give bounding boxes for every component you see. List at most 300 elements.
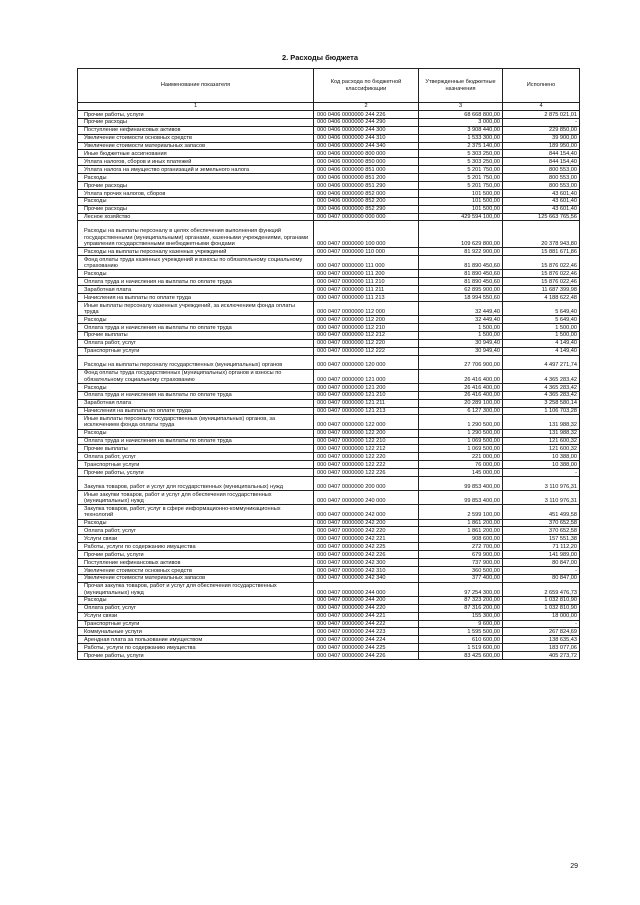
- row-name: Иные закупки товаров, работ и услуг для обеспечения государственных (муниципальных) нужд: [78, 491, 314, 505]
- table-row: [78, 111, 580, 119]
- row-name: Расходы: [78, 383, 314, 391]
- table-row: [78, 461, 580, 469]
- row-executed: 1 500,00: [503, 331, 580, 339]
- row-approved: 1 861 200,00: [419, 519, 503, 527]
- row-executed: 71 112,20: [503, 543, 580, 551]
- row-approved: 81 890 450,60: [419, 256, 503, 270]
- row-approved: 5 201 750,00: [419, 182, 503, 190]
- row-name: Коммунальные услуги: [78, 628, 314, 636]
- row-code: 000 0406 0000000 852 000: [314, 189, 419, 197]
- row-approved: 81 922 900,00: [419, 248, 503, 256]
- table-row: [78, 391, 580, 399]
- row-name: Прочие работы, услуги: [78, 111, 314, 119]
- row-approved: 1 500,00: [419, 331, 503, 339]
- row-code: 000 0407 0000000 244 223: [314, 628, 419, 636]
- row-executed: 800 553,00: [503, 174, 580, 182]
- row-executed: 451 499,58: [503, 505, 580, 519]
- row-executed: 121 600,32: [503, 437, 580, 445]
- row-approved: 1 519 600,00: [419, 644, 503, 652]
- row-name: Расходы на выплаты персоналу государственных (муниципальных) органов: [78, 355, 314, 369]
- header-expense-code: Код расхода по бюджетной классификации: [314, 69, 419, 103]
- row-code: 000 0407 0000000 120 000: [314, 355, 419, 369]
- row-executed: -: [503, 469, 580, 477]
- table-row: [78, 213, 580, 221]
- table-row: [78, 134, 580, 142]
- row-executed: 4 365 283,42: [503, 391, 580, 399]
- expenditure-table: [77, 68, 580, 660]
- row-approved: 1 290 500,00: [419, 415, 503, 429]
- row-approved: 6 127 300,00: [419, 407, 503, 415]
- row-name: Заработная плата: [78, 286, 314, 294]
- row-name: Транспортные услуги: [78, 620, 314, 628]
- row-code: 000 0407 0000000 112 212: [314, 331, 419, 339]
- row-name: Прочие выплаты: [78, 445, 314, 453]
- row-name: Увеличение стоимости основных средств: [78, 134, 314, 142]
- table-row: [78, 566, 580, 574]
- row-name: Уплата налогов, сборов и иных платежей: [78, 158, 314, 166]
- table-row: [78, 197, 580, 205]
- table-row: [78, 248, 580, 256]
- row-executed: 43 601,40: [503, 205, 580, 213]
- row-executed: 1 032 810,90: [503, 596, 580, 604]
- row-name: Транспортные услуги: [78, 461, 314, 469]
- row-executed: 125 663 765,56: [503, 213, 580, 221]
- row-code: 000 0407 0000000 110 000: [314, 248, 419, 256]
- row-approved: 97 254 300,00: [419, 582, 503, 596]
- row-executed: 4 365 283,42: [503, 369, 580, 383]
- row-name: Поступление нефинансовых активов: [78, 126, 314, 134]
- row-name: Оплата работ, услуг: [78, 604, 314, 612]
- row-approved: 5 201 750,00: [419, 166, 503, 174]
- table-row: [78, 150, 580, 158]
- row-executed: 138 635,43: [503, 636, 580, 644]
- row-code: 000 0406 0000000 852 290: [314, 205, 419, 213]
- row-code: 000 0407 0000000 244 000: [314, 582, 419, 596]
- row-name: Фонд оплаты труда государственных (муниципальных) органов и взносы по обязательному социальному страхованию: [78, 369, 314, 383]
- row-name: Увеличение стоимости основных средств: [78, 566, 314, 574]
- row-name: Расходы на выплаты персоналу казенных учреждений: [78, 248, 314, 256]
- table-row: [78, 331, 580, 339]
- table-row: [78, 158, 580, 166]
- row-name: Уплата налога на имущество организаций и земельного налога: [78, 166, 314, 174]
- table-row: [78, 437, 580, 445]
- row-executed: -: [503, 620, 580, 628]
- row-name: Услуги связи: [78, 612, 314, 620]
- row-executed: 405 273,72: [503, 652, 580, 660]
- row-executed: 131 988,32: [503, 429, 580, 437]
- table-row: [78, 469, 580, 477]
- row-code: 000 0407 0000000 122 226: [314, 469, 419, 477]
- row-approved: 1 533 300,00: [419, 134, 503, 142]
- table-row: [78, 620, 580, 628]
- row-name: Закупка товаров, работ и услуг для государственных (муниципальных) нужд: [78, 477, 314, 491]
- row-approved: 3 000,00: [419, 118, 503, 126]
- row-executed: 229 850,00: [503, 126, 580, 134]
- row-name: Заработная плата: [78, 399, 314, 407]
- row-code: 000 0406 0000000 850 000: [314, 158, 419, 166]
- row-code: 000 0406 0000000 852 200: [314, 197, 419, 205]
- row-name: Закупка товаров, работ, услуг в сфере информационно-коммуникационных технологий: [78, 505, 314, 519]
- row-executed: -: [503, 566, 580, 574]
- row-code: 000 0407 0000000 242 200: [314, 519, 419, 527]
- row-code: 000 0407 0000000 111 211: [314, 286, 419, 294]
- row-code: 000 0407 0000000 000 000: [314, 213, 419, 221]
- table-row: [78, 453, 580, 461]
- row-code: 000 0407 0000000 111 210: [314, 278, 419, 286]
- table-row: [78, 182, 580, 190]
- row-code: 000 0407 0000000 122 220: [314, 453, 419, 461]
- column-number-row: [78, 103, 580, 111]
- row-executed: 80 847,00: [503, 574, 580, 582]
- table-row: [78, 369, 580, 383]
- row-code: 000 0407 0000000 244 225: [314, 644, 419, 652]
- row-name: Расходы: [78, 596, 314, 604]
- row-name: Оплата труда и начисления на выплаты по оплате труда: [78, 437, 314, 445]
- row-executed: 39 900,00: [503, 134, 580, 142]
- row-approved: 101 500,00: [419, 197, 503, 205]
- row-approved: 99 853 400,00: [419, 477, 503, 491]
- row-code: 000 0407 0000000 112 222: [314, 347, 419, 355]
- row-executed: 1 032 810,90: [503, 604, 580, 612]
- row-name: Увеличение стоимости материальных запасов: [78, 142, 314, 150]
- table-row: [78, 316, 580, 324]
- table-row: [78, 256, 580, 270]
- table-row: [78, 551, 580, 559]
- row-code: 000 0407 0000000 122 222: [314, 461, 419, 469]
- row-name: Начисления на выплаты по оплате труда: [78, 407, 314, 415]
- row-approved: 1 861 200,00: [419, 527, 503, 535]
- table-row: [78, 323, 580, 331]
- row-code: 000 0406 0000000 851 000: [314, 166, 419, 174]
- table-body: [78, 111, 580, 660]
- row-approved: 30 949,40: [419, 339, 503, 347]
- table-row: [78, 301, 580, 315]
- row-code: 000 0407 0000000 240 000: [314, 491, 419, 505]
- row-approved: 68 668 800,00: [419, 111, 503, 119]
- row-executed: 43 601,40: [503, 197, 580, 205]
- row-name: Поступление нефинансовых активов: [78, 559, 314, 567]
- table-row: [78, 286, 580, 294]
- row-name: Иные выплаты персоналу казенных учреждений, за исключением фонда оплаты труда: [78, 301, 314, 315]
- row-executed: 5 649,40: [503, 316, 580, 324]
- row-executed: 11 687 399,98: [503, 286, 580, 294]
- column-number: 2: [314, 103, 419, 111]
- row-name: Прочая закупка товаров, работ и услуг для обеспечения государственных (муниципальных) нужд: [78, 582, 314, 596]
- row-executed: 18 000,00: [503, 612, 580, 620]
- row-approved: 145 000,00: [419, 469, 503, 477]
- row-name: Оплата труда и начисления на выплаты по оплате труда: [78, 391, 314, 399]
- table-row: [78, 142, 580, 150]
- table-row: [78, 652, 580, 660]
- row-name: Прочие работы, услуги: [78, 469, 314, 477]
- row-executed: 10 388,00: [503, 461, 580, 469]
- row-approved: 30 949,40: [419, 347, 503, 355]
- row-executed: 10 388,00: [503, 453, 580, 461]
- row-approved: 27 706 900,00: [419, 355, 503, 369]
- table-row: [78, 166, 580, 174]
- row-approved: 99 853 400,00: [419, 491, 503, 505]
- row-executed: 1 106 703,28: [503, 407, 580, 415]
- table-row: [78, 535, 580, 543]
- row-code: 000 0407 0000000 111 200: [314, 270, 419, 278]
- row-executed: 183 077,06: [503, 644, 580, 652]
- row-code: 000 0407 0000000 244 226: [314, 652, 419, 660]
- row-executed: 4 188 622,48: [503, 294, 580, 302]
- row-code: 000 0406 0000000 244 300: [314, 126, 419, 134]
- row-name: Оплата работ, услуг: [78, 453, 314, 461]
- row-approved: 1 595 500,00: [419, 628, 503, 636]
- row-name: Уплата прочих налогов, сборов: [78, 189, 314, 197]
- table-row: [78, 644, 580, 652]
- row-code: 000 0407 0000000 242 000: [314, 505, 419, 519]
- row-approved: 2 375 140,00: [419, 142, 503, 150]
- row-executed: 141 989,00: [503, 551, 580, 559]
- row-approved: 360 500,00: [419, 566, 503, 574]
- row-approved: 1 290 500,00: [419, 429, 503, 437]
- table-row: [78, 205, 580, 213]
- row-approved: 81 890 450,60: [419, 270, 503, 278]
- row-code: 000 0407 0000000 121 000: [314, 369, 419, 383]
- table-row: [78, 628, 580, 636]
- table-row: [78, 355, 580, 369]
- row-name: Расходы: [78, 429, 314, 437]
- row-approved: 221 000,00: [419, 453, 503, 461]
- row-code: 000 0407 0000000 121 213: [314, 407, 419, 415]
- table-row: [78, 118, 580, 126]
- row-code: 000 0407 0000000 244 222: [314, 620, 419, 628]
- row-code: 000 0407 0000000 244 220: [314, 604, 419, 612]
- row-code: 000 0407 0000000 112 200: [314, 316, 419, 324]
- row-code: 000 0407 0000000 121 210: [314, 391, 419, 399]
- row-approved: 377 400,00: [419, 574, 503, 582]
- row-code: 000 0406 0000000 800 000: [314, 150, 419, 158]
- row-approved: 5 303 250,00: [419, 150, 503, 158]
- row-approved: 155 300,00: [419, 612, 503, 620]
- row-name: Фонд оплаты труда казенных учреждений и взносы по обязательному социальному страхованию: [78, 256, 314, 270]
- table-row: [78, 596, 580, 604]
- row-approved: 9 600,00: [419, 620, 503, 628]
- row-code: 000 0407 0000000 242 225: [314, 543, 419, 551]
- table-row: [78, 399, 580, 407]
- row-executed: 80 847,00: [503, 559, 580, 567]
- row-approved: 26 416 400,00: [419, 383, 503, 391]
- row-code: 000 0407 0000000 112 210: [314, 323, 419, 331]
- row-executed: 4 149,40: [503, 347, 580, 355]
- row-code: 000 0406 0000000 851 290: [314, 182, 419, 190]
- table-row: [78, 347, 580, 355]
- column-number: 3: [419, 103, 503, 111]
- row-name: Оплата работ, услуг: [78, 339, 314, 347]
- row-approved: 737 900,00: [419, 559, 503, 567]
- row-approved: 429 594 100,00: [419, 213, 503, 221]
- row-code: 000 0407 0000000 200 000: [314, 477, 419, 491]
- row-approved: 32 449,40: [419, 316, 503, 324]
- row-code: 000 0407 0000000 244 200: [314, 596, 419, 604]
- row-executed: 15 876 022,46: [503, 270, 580, 278]
- row-name: Расходы: [78, 316, 314, 324]
- table-row: [78, 612, 580, 620]
- row-approved: 62 895 900,00: [419, 286, 503, 294]
- row-executed: 267 824,69: [503, 628, 580, 636]
- row-approved: 101 500,00: [419, 189, 503, 197]
- row-executed: 3 110 976,31: [503, 477, 580, 491]
- table-row: [78, 519, 580, 527]
- row-approved: 610 600,00: [419, 636, 503, 644]
- table-row: [78, 407, 580, 415]
- row-executed: 20 378 943,80: [503, 221, 580, 248]
- row-code: 000 0406 0000000 851 200: [314, 174, 419, 182]
- row-name: Прочие работы, услуги: [78, 652, 314, 660]
- row-name: Прочие расходы: [78, 118, 314, 126]
- row-code: 000 0407 0000000 111 000: [314, 256, 419, 270]
- row-code: 000 0407 0000000 242 340: [314, 574, 419, 582]
- row-code: 000 0406 0000000 244 310: [314, 134, 419, 142]
- table-row: [78, 270, 580, 278]
- row-approved: 1 069 500,00: [419, 437, 503, 445]
- row-name: Иные бюджетные ассигнования: [78, 150, 314, 158]
- row-approved: 32 449,40: [419, 301, 503, 315]
- table-row: [78, 543, 580, 551]
- row-approved: 76 000,00: [419, 461, 503, 469]
- row-code: 000 0407 0000000 242 300: [314, 559, 419, 567]
- table-row: [78, 415, 580, 429]
- row-name: Расходы: [78, 174, 314, 182]
- row-code: 000 0407 0000000 244 221: [314, 612, 419, 620]
- row-code: 000 0406 0000000 244 340: [314, 142, 419, 150]
- row-approved: 3 908 440,00: [419, 126, 503, 134]
- table-row: [78, 278, 580, 286]
- table-row: [78, 582, 580, 596]
- row-approved: 81 890 450,60: [419, 278, 503, 286]
- table-row: [78, 189, 580, 197]
- row-approved: 26 416 400,00: [419, 369, 503, 383]
- row-executed: 5 649,40: [503, 301, 580, 315]
- row-executed: 370 652,58: [503, 527, 580, 535]
- row-code: 000 0407 0000000 122 210: [314, 437, 419, 445]
- row-code: 000 0407 0000000 111 213: [314, 294, 419, 302]
- row-name: Лесное хозяйство: [78, 213, 314, 221]
- row-executed: 1 500,00: [503, 323, 580, 331]
- table-row: [78, 339, 580, 347]
- row-name: Транспортные услуги: [78, 347, 314, 355]
- row-code: 000 0407 0000000 122 212: [314, 445, 419, 453]
- row-approved: 26 416 400,00: [419, 391, 503, 399]
- header-row: [78, 69, 580, 103]
- row-executed: 800 553,00: [503, 182, 580, 190]
- table-row: [78, 574, 580, 582]
- row-executed: 4 365 283,42: [503, 383, 580, 391]
- row-name: Начисления на выплаты по оплате труда: [78, 294, 314, 302]
- row-name: Оплата труда и начисления на выплаты по оплате труда: [78, 323, 314, 331]
- row-executed: 2 875 021,01: [503, 111, 580, 119]
- row-executed: 15 876 022,46: [503, 278, 580, 286]
- row-approved: 87 323 200,00: [419, 596, 503, 604]
- row-code: 000 0407 0000000 242 221: [314, 535, 419, 543]
- row-code: 000 0407 0000000 100 000: [314, 221, 419, 248]
- row-executed: 121 600,32: [503, 445, 580, 453]
- row-executed: 15 876 022,46: [503, 256, 580, 270]
- row-executed: 800 553,00: [503, 166, 580, 174]
- row-name: Прочие выплаты: [78, 331, 314, 339]
- table-row: [78, 527, 580, 535]
- header-indicator-name: Наименование показателя: [78, 69, 314, 103]
- table-row: [78, 294, 580, 302]
- header-executed: Исполнено: [503, 69, 580, 103]
- row-name: Работы, услуги по содержанию имущества: [78, 543, 314, 551]
- row-name: Арендная плата за пользование имуществом: [78, 636, 314, 644]
- row-approved: 679 900,00: [419, 551, 503, 559]
- row-code: 000 0407 0000000 242 310: [314, 566, 419, 574]
- row-name: Прочие расходы: [78, 205, 314, 213]
- row-executed: 4 149,40: [503, 339, 580, 347]
- row-name: Работы, услуги по содержанию имущества: [78, 644, 314, 652]
- row-executed: 2 659 476,73: [503, 582, 580, 596]
- row-code: 000 0406 0000000 244 290: [314, 118, 419, 126]
- row-executed: 43 601,40: [503, 189, 580, 197]
- row-executed: 4 497 271,74: [503, 355, 580, 369]
- row-approved: 87 316 200,00: [419, 604, 503, 612]
- row-approved: 2 599 100,00: [419, 505, 503, 519]
- table-row: [78, 604, 580, 612]
- row-name: Прочие работы, услуги: [78, 551, 314, 559]
- row-approved: 5 201 750,00: [419, 174, 503, 182]
- row-code: 000 0407 0000000 242 226: [314, 551, 419, 559]
- row-code: 000 0407 0000000 112 220: [314, 339, 419, 347]
- row-name: Расходы: [78, 270, 314, 278]
- row-executed: 131 988,32: [503, 415, 580, 429]
- row-code: 000 0407 0000000 122 000: [314, 415, 419, 429]
- table-row: [78, 445, 580, 453]
- row-executed: 844 154,40: [503, 150, 580, 158]
- row-approved: 109 629 800,00: [419, 221, 503, 248]
- row-approved: 101 500,00: [419, 205, 503, 213]
- table-row: [78, 477, 580, 491]
- row-approved: 20 289 100,00: [419, 399, 503, 407]
- table-row: [78, 221, 580, 248]
- row-code: 000 0407 0000000 121 211: [314, 399, 419, 407]
- row-approved: 18 994 550,60: [419, 294, 503, 302]
- row-name: Иные выплаты персоналу государственных (муниципальных) органов, за исключением фонда оплаты труда: [78, 415, 314, 429]
- table-row: [78, 429, 580, 437]
- row-executed: 157 551,38: [503, 535, 580, 543]
- row-approved: 83 425 600,00: [419, 652, 503, 660]
- table-row: [78, 491, 580, 505]
- table-row: [78, 126, 580, 134]
- column-number: 1: [78, 103, 314, 111]
- row-approved: 272 700,00: [419, 543, 503, 551]
- row-executed: 3 110 976,31: [503, 491, 580, 505]
- header-approved: Утвержденные бюджетные назначения: [419, 69, 503, 103]
- row-name: Расходы: [78, 197, 314, 205]
- row-name: Расходы на выплаты персоналу в целях обеспечения выполнения функций государственными (муниципальными) органами, казенными учреждениями, органами управления государственными внебюджетными фондами: [78, 221, 314, 248]
- row-name: Расходы: [78, 519, 314, 527]
- row-executed: 3 258 580,14: [503, 399, 580, 407]
- row-name: Прочие расходы: [78, 182, 314, 190]
- row-approved: 1 069 500,00: [419, 445, 503, 453]
- row-approved: 1 500,00: [419, 323, 503, 331]
- row-executed: 15 881 671,86: [503, 248, 580, 256]
- row-executed: 370 652,58: [503, 519, 580, 527]
- row-executed: 189 950,00: [503, 142, 580, 150]
- row-name: Оплата работ, услуг: [78, 527, 314, 535]
- row-code: 000 0407 0000000 112 000: [314, 301, 419, 315]
- table-row: [78, 636, 580, 644]
- table-row: [78, 383, 580, 391]
- row-code: 000 0407 0000000 122 200: [314, 429, 419, 437]
- row-name: Увеличение стоимости материальных запасов: [78, 574, 314, 582]
- row-executed: 844 154,40: [503, 158, 580, 166]
- row-code: 000 0407 0000000 244 224: [314, 636, 419, 644]
